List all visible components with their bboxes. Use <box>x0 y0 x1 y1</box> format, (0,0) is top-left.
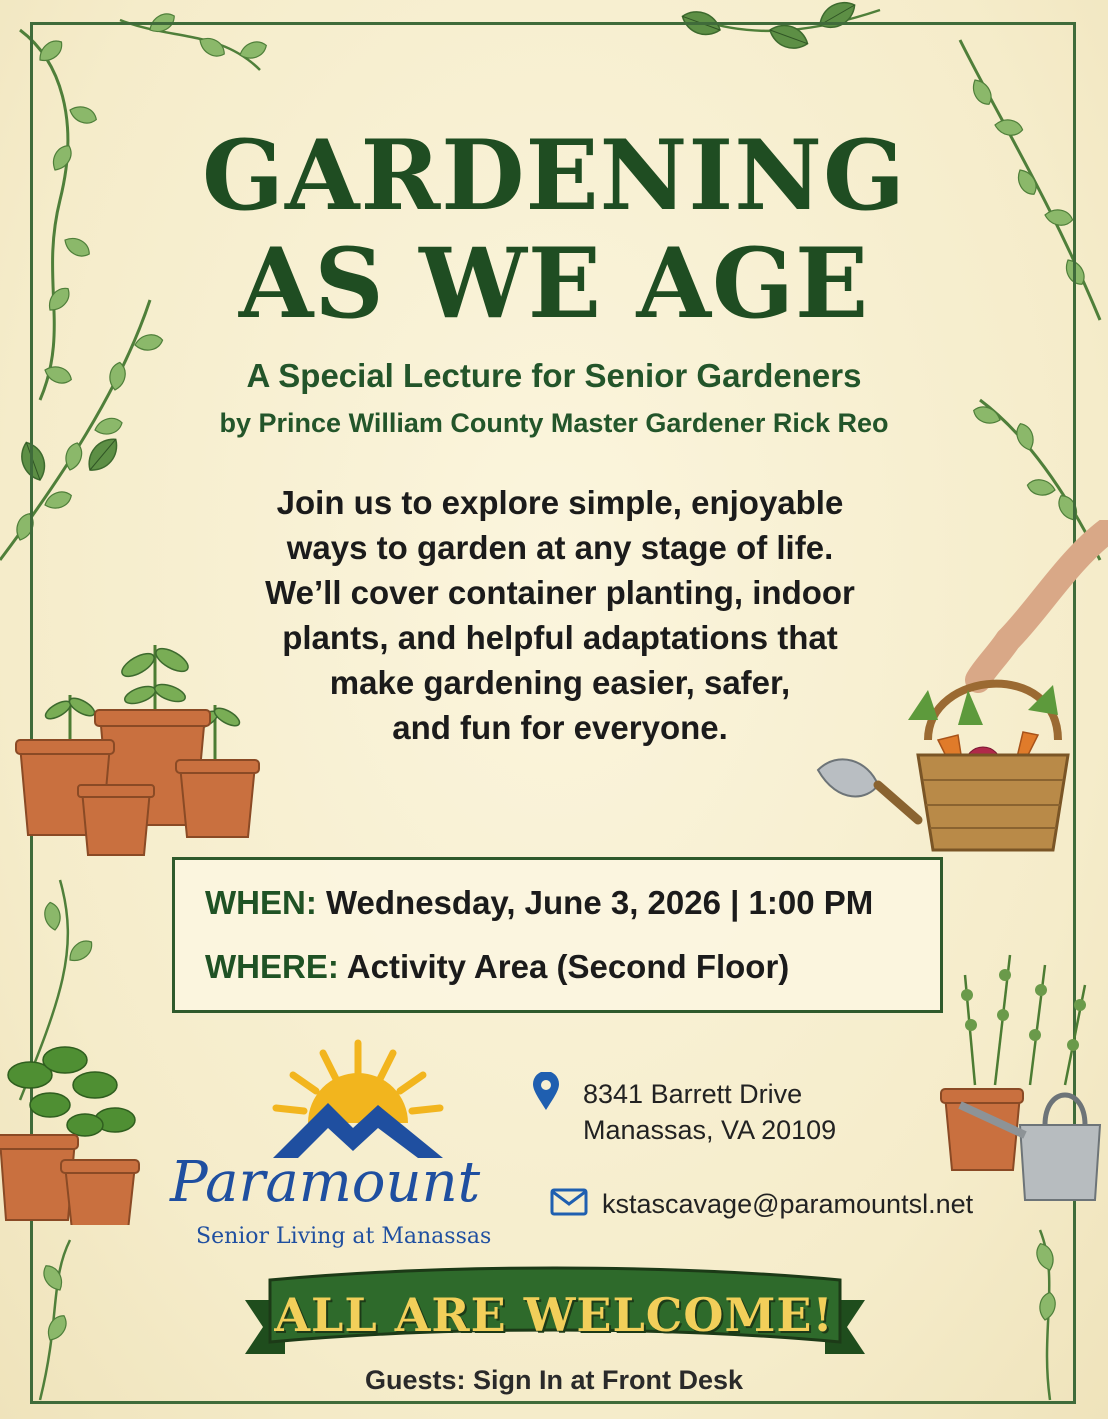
where-line <box>205 948 789 986</box>
description-line: make gardening easier, safer, <box>329 664 791 701</box>
when-value: Wednesday, June 3, 2026 | 1:00 PM <box>325 884 874 921</box>
address-line-2: Manassas, VA 20109 <box>583 1115 837 1145</box>
description-line: and fun for everyone. <box>392 709 728 746</box>
where-value: Activity Area (Second Floor) <box>346 948 790 985</box>
logo-tagline: Senior Living at Manassas <box>196 1224 492 1249</box>
email-link[interactable]: kstascavage@paramountsl.net <box>602 1189 974 1219</box>
envelope-icon <box>550 1188 588 1216</box>
title-line-1: GARDENING <box>201 119 907 232</box>
logo-wordmark: Paramount <box>170 1150 481 1215</box>
guests-note: Guests: Sign In at Front Desk <box>364 1365 744 1395</box>
event-details-box <box>172 857 943 1013</box>
when-label: WHEN: <box>205 884 317 921</box>
subtitle: A Special Lecture for Senior Gardeners <box>246 357 862 394</box>
description-line: Join us to explore simple, enjoyable <box>276 484 844 521</box>
title-line-2: AS WE AGE <box>238 227 870 340</box>
banner-text: ALL ARE WELCOME! <box>274 1288 834 1342</box>
description-line: We’ll cover container planting, indoor <box>265 574 855 611</box>
speaker-line: by Prince William County Master Gardener Rick Reo <box>219 408 889 438</box>
location-pin-icon <box>533 1072 559 1112</box>
event-description <box>200 480 920 750</box>
description-line: plants, and helpful adaptations that <box>282 619 838 656</box>
description-line: ways to garden at any stage of life. <box>286 529 834 566</box>
address-line-1: 8341 Barrett Drive <box>583 1079 803 1109</box>
potted-basil-illustration <box>0 1025 150 1225</box>
potted-herbs-watering-can-illustration <box>935 935 1108 1210</box>
where-label: WHERE: <box>205 948 339 985</box>
address <box>583 1076 836 1148</box>
paramount-logo-mark <box>268 1033 448 1163</box>
when-line <box>205 884 873 922</box>
